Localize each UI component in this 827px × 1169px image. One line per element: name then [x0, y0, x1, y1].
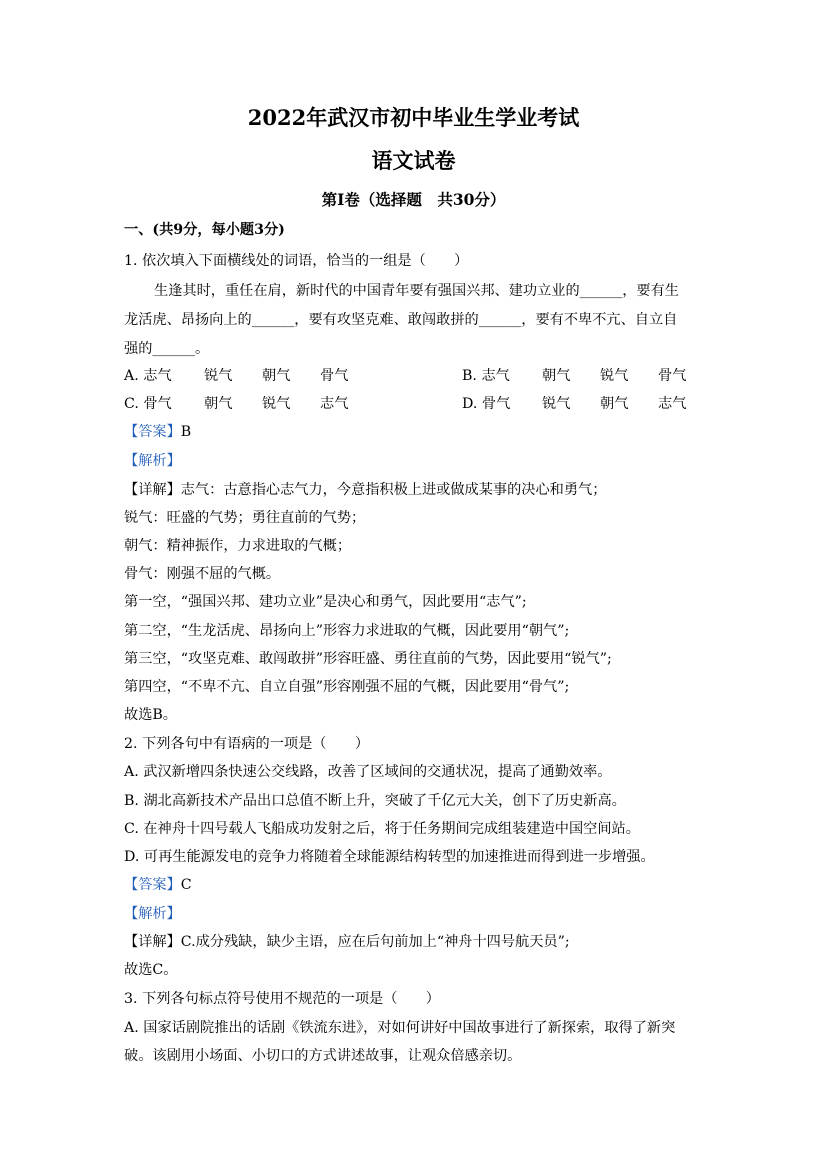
answer-tag: 【答案】	[124, 877, 181, 893]
q1-option-a: A. 志气 锐气 朝气 骨气	[124, 368, 349, 384]
q2-stem: 2. 下列各句中有语病的一项是（ ）	[124, 736, 370, 752]
q1-passage-line: 强的______。	[124, 341, 210, 357]
q1-stem: 1. 依次填入下面横线处的词语，恰当的一组是（ ）	[124, 253, 469, 269]
q2-option-a: A. 武汉新增四条快速公交线路，改善了区域间的交通状况，提高了通勤效率。	[124, 764, 612, 780]
q1-detail-line: 故选B。	[124, 707, 177, 723]
detail-tag: 【详解】	[124, 934, 181, 950]
q1-analysis-tag: 【解析】	[124, 453, 181, 469]
q1-detail-line: 第三空，“攻坚克难、敢闯敢拼”形容旺盛、勇往直前的气势，因此要用“锐气”;	[124, 651, 612, 667]
q2-detail-line: 【详解】C.成分残缺，缺少主语，应在后句前加上“神舟十四号航天员”;	[124, 934, 570, 950]
detail-tag: 【详解】	[124, 482, 181, 498]
q1-passage-line: 生逢其时，重任在肩，新时代的中国青年要有强国兴邦、建功立业的______，要有生	[154, 283, 679, 299]
q1-detail-line: 【详解】志气：古意指心志气力，今意指积极上进或做成某事的决心和勇气；	[124, 482, 607, 498]
q3-option-a-line: 破。该剧用小场面、小切口的方式讲述故事，让观众倍感亲切。	[124, 1048, 522, 1064]
q1-option-b: B. 志气 朝气 锐气 骨气	[462, 368, 687, 384]
q1-detail-line: 第二空，“生龙活虎、昂扬向上”形容力求进取的气概，因此要用“朝气”;	[124, 623, 570, 639]
q1-option-c: C. 骨气 朝气 锐气 志气	[124, 396, 349, 412]
q2-analysis-tag: 【解析】	[124, 906, 181, 922]
q3-stem: 3. 下列各句标点符号使用不规范的一项是（ ）	[124, 991, 440, 1007]
q1-detail-line: 锐气：旺盛的气势；勇往直前的气势；	[124, 510, 366, 526]
q2-option-b: B. 湖北高新技术产品出口总值不断上升，突破了千亿元大关，创下了历史新高。	[124, 793, 626, 809]
q2-option-d: D. 可再生能源发电的竞争力将随着全球能源结构转型的加速推进而得到进一步增强。	[124, 849, 655, 865]
answer-tag: 【答案】	[124, 424, 181, 440]
answer-value: C	[180, 877, 192, 893]
q1-answer	[124, 422, 191, 442]
q1-detail-line: 骨气：刚强不屈的气概。	[124, 566, 281, 582]
answer-value: B	[180, 424, 192, 440]
part-heading: 第Ⅰ卷（选择题 共30分）	[321, 190, 506, 209]
q2-answer	[124, 875, 192, 895]
q2-option-c: C. 在神舟十四号载人飞船成功发射之后，将于任务期间完成组装建造中国空间站。	[124, 821, 640, 837]
q1-option-d: D. 骨气 锐气 朝气 志气	[462, 396, 687, 412]
q1-detail-line: 朝气：精神振作，力求进取的气概；	[124, 538, 352, 554]
q1-passage-line: 龙活虎、昂扬向上的______，要有攻坚克难、敢闯敢拼的______，要有不卑不亢、自立自	[124, 312, 678, 328]
exam-subtitle: 语文试卷	[371, 148, 456, 173]
q3-option-a-line: A. 国家话剧院推出的话剧《铁流东进》，对如何讲好中国故事进行了新探索，取得了新突	[124, 1020, 676, 1036]
q1-detail-line: 第四空，“不卑不亢、自立自强”形容刚强不屈的气概，因此要用“骨气”;	[124, 679, 570, 695]
q2-detail-line: 故选C。	[124, 962, 178, 978]
q1-detail-line: 第一空，“强国兴邦、建功立业”是决心和勇气，因此要用“志气”;	[124, 594, 527, 610]
section-heading: 一、(共9分，每小题3分)	[124, 222, 285, 238]
exam-title: 2022年武汉市初中毕业生学业考试	[247, 105, 580, 130]
